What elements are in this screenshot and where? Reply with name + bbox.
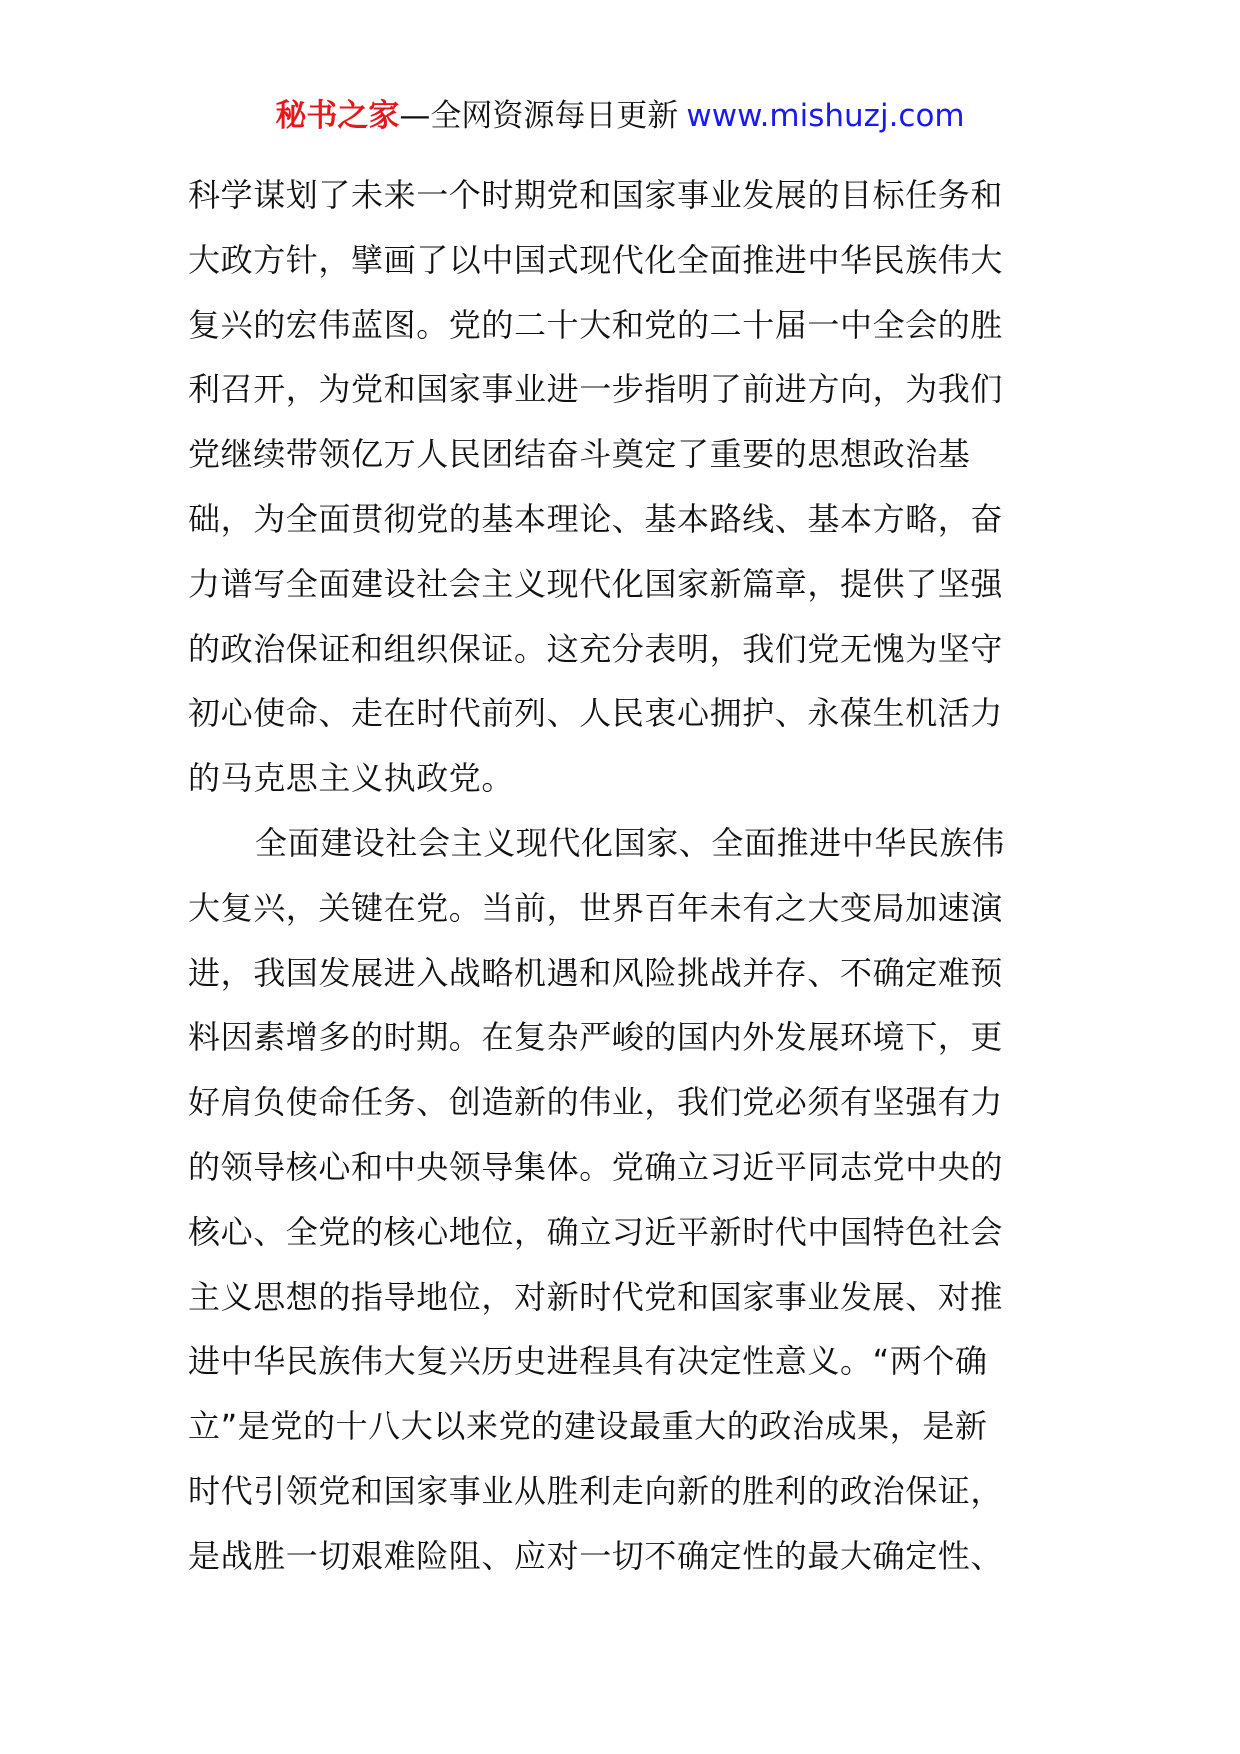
paragraph-2 [188,811,1054,1589]
text-line: 力谱写全面建设社会主义现代化国家新篇章，提供了坚强 [188,564,1004,603]
site-header [0,94,1240,138]
text-line: 是战胜一切艰难险阻、应对一切不确定性的最大确定性、 [188,1536,1004,1575]
text-line: 时代引领党和国家事业从胜利走向新的胜利的政治保证， [188,1471,1004,1510]
site-url-link[interactable]: www.mishuzj.com [686,98,965,134]
header-dash: — [399,98,431,134]
text-line: 大复兴，关键在党。当前，世界百年未有之大变局加速演 [188,888,1004,927]
text-line: 料因素增多的时期。在复杂严峻的国内外发展环境下，更 [188,1018,1004,1057]
text-line: 进，我国发展进入战略机遇和风险挑战并存、不确定难预 [188,953,1004,992]
text-line: 初心使命、走在时代前列、人民衷心拥护、永葆生机活力 [188,694,1004,733]
text-line: 核心、全党的核心地位，确立习近平新时代中国特色社会 [188,1212,1004,1251]
document-body [188,163,1054,1589]
site-brand: 秘书之家 [275,98,400,134]
text-line: 础，为全面贯彻党的基本理论、基本路线、基本方略，奋 [188,499,1004,538]
text-line: 进中华民族伟大复兴历史进程具有决定性意义。“两个确 [188,1342,988,1381]
text-line: 的领导核心和中央领导集体。党确立习近平同志党中央的 [188,1147,1004,1186]
text-line: 主义思想的指导地位，对新时代党和国家事业发展、对推 [188,1277,1004,1316]
site-slogan: 全网资源每日更新 [430,98,679,134]
text-line: 立”是党的十八大以来党的建设最重大的政治成果，是新 [188,1407,988,1446]
text-line: 复兴的宏伟蓝图。党的二十大和党的二十届一中全会的胜 [188,305,1004,344]
text-line: 的马克思主义执政党。 [188,759,515,798]
text-line: 大政方针，擘画了以中国式现代化全面推进中华民族伟大 [188,240,1004,279]
text-line: 好肩负使命任务、创造新的伟业，我们党必须有坚强有力 [188,1083,1004,1122]
text-line: 利召开，为党和国家事业进一步指明了前进方向，为我们 [188,370,1004,409]
text-line: 科学谋划了未来一个时期党和国家事业发展的目标任务和 [188,176,1004,214]
text-line: 党继续带领亿万人民团结奋斗奠定了重要的思想政治基 [188,435,971,474]
text-line: 全面建设社会主义现代化国家、全面推进中华民族伟 [255,823,1005,862]
text-line: 的政治保证和组织保证。这充分表明，我们党无愧为坚守 [188,629,1004,668]
paragraph-1 [188,163,1054,811]
